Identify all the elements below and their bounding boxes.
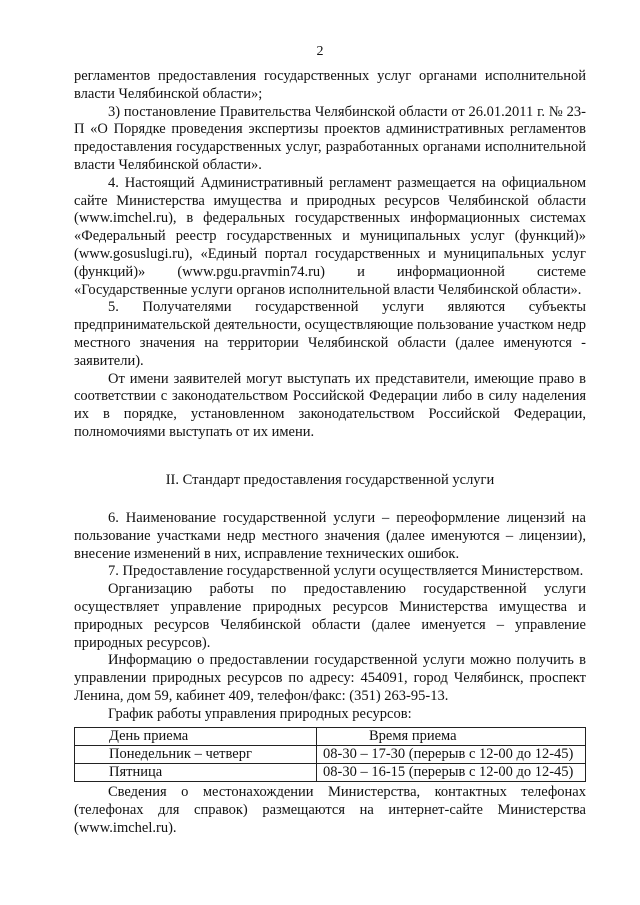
paragraph-contacts: Сведения о местонахождении Министерства, контактных телефонах (телефонах для справок) размещаются на интернет-сайте Министерства (www.imchel.ru). (74, 784, 586, 836)
section-heading-block (74, 472, 586, 490)
table-header-row (75, 728, 586, 746)
body-text-lower (74, 510, 586, 724)
paragraph-continuation: регламентов предоставления государственных услуг органами исполнительной власти Челябинской области»; (74, 68, 586, 102)
paragraph-item-7: 7. Предоставление государственной услуги осуществляется Министерством. (108, 563, 584, 580)
schedule-caption: График работы управления природных ресурсов: (108, 705, 412, 722)
paragraph-info: Информацию о предоставлении государственной услуги можно получить в управлении природных ресурсов по адресу: 454091, город Челябинск, проспект Ленина, дом 59, кабинет 409, телефон/факс: (351) 263-95-13. (74, 652, 586, 704)
paragraph-item-5: 5. Получателями государственной услуги являются субъекты предпринимательской деятельности, осуществляющие пользование участком недр местного значения на территории Челябинской области (далее именуются - заявители). (74, 299, 586, 369)
header-day: День приема (75, 728, 317, 746)
table-row (75, 746, 586, 764)
paragraph-item-6: 6. Наименование государственной услуги – переоформление лицензий на пользование участками недр местного значения (далее именуются – лицензии), внесение изменений в них, исправление технических ошибок. (74, 510, 586, 562)
page-number: 2 (316, 44, 324, 59)
schedule-table (74, 727, 586, 782)
paragraph-item-3: 3) постановление Правительства Челябинской области от 26.01.2011 г. № 23-П «О Порядке проведения экспертизы проектов административных регламентов предоставления государственных услуг, разработанных органами исполнительной власти Челябинской области». (74, 103, 586, 173)
paragraph-organization: Организацию работы по предоставлению государственной услуги осуществляет управление природных ресурсов Министерства имущества и природных ресурсов Челябинской области (далее именуется – управление природных ресурсов). (74, 581, 586, 651)
section-heading: II. Стандарт предоставления государственной услуги (165, 472, 495, 488)
paragraph-representatives: От имени заявителей могут выступать их представители, имеющие право в соответствии с законодательством Российской Федерации либо в силу наделения их в порядке, установленном законодательством Российской Федерации, полномочиями выступать от их имени. (74, 370, 586, 440)
paragraph-item-4: 4. Настоящий Административный регламент размещается на официальном сайте Министерства имущества и природных ресурсов Челябинской области (www.imchel.ru), в федеральных государственных информационных системах «Федеральный реестр государственных и муниципальных услуг (функций)» (www.gosuslugi.ru), «Единый портал государственных и муниципальных услуг (функций)» (www.pgu.pravmin74.ru) и информационной системе «Государственные услуги органов исполнительной власти Челябинской области». (74, 174, 586, 298)
body-text-upper (74, 68, 586, 442)
row-time: 08-30 – 17-30 (перерыв с 12-00 до 12-45) (317, 746, 586, 764)
table-row (75, 764, 586, 782)
row-time: 08-30 – 16-15 (перерыв с 12-00 до 12-45) (317, 764, 586, 782)
row-day: Понедельник – четверг (75, 746, 317, 764)
row-day: Пятница (75, 764, 317, 782)
header-time: Время приема (317, 728, 586, 746)
body-text-closing (74, 784, 586, 837)
